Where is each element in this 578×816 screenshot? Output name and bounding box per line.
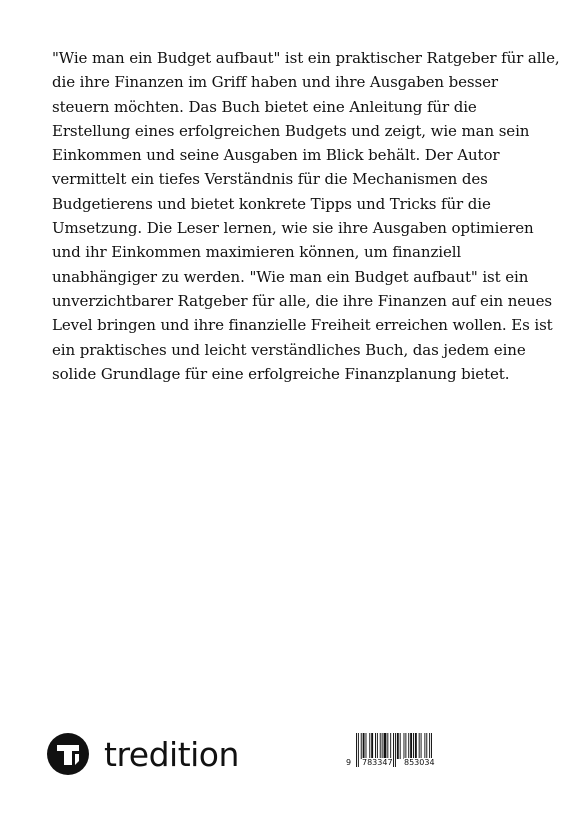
barcode-bar [419,733,420,759]
barcode-bar [371,733,373,759]
blurb-line: und ihr Einkommen maximieren können, um finanziell [52,243,462,262]
barcode-bar [421,733,422,759]
barcode-digits-right: 853034 [404,758,435,767]
barcode-bar [390,733,391,759]
barcode-bar [415,733,417,759]
blurb-line: Einkommen und seine Ausgaben im Blick behält. Der Autor [52,146,500,165]
barcode-bar [405,733,406,759]
blurb-line: Level bringen und ihre finanzielle Freiheit erreichen wollen. Es ist [52,316,553,335]
blurb-line: solide Grundlage für eine erfolgreiche Finanzplanung bietet. [52,364,510,383]
blurb-line: Erstellung eines erfolgreichen Budgets und zeigt, wie man sein [52,121,530,140]
barcode-bar [377,733,378,759]
publisher-name: tredition [104,734,239,774]
isbn-barcode [346,733,450,769]
barcode-bar [393,733,394,767]
barcode-bar [358,733,359,767]
barcode-bar [356,733,357,767]
blurb-line: unverzichtbarer Ratgeber für alle, die ihre Finanzen auf ein neues [52,291,552,310]
barcode-bar [400,733,401,759]
barcode-bar [404,733,405,759]
barcode-bar [429,733,430,759]
barcode-bar [363,733,365,759]
blurb-line: vermittelt ein tiefes Verständnis für die Mechanismen des [52,170,488,189]
barcode-bar [387,733,388,759]
barcode-bar [426,733,427,759]
blurb-line: ein praktisches und leicht verständliches Buch, das jedem eine [52,340,526,359]
blurb-line: Umsetzung. Die Leser lernen, wie sie ihre Ausgaben optimieren [52,219,534,238]
barcode-bar [424,733,425,759]
blurb-line: unabhängiger zu werden. "Wie man ein Budget aufbaut" ist ein [52,267,529,286]
publisher-logo [46,732,239,776]
barcode-bar [410,733,412,759]
barcode-bar [369,733,370,759]
barcode-bar [384,733,387,759]
barcode-bar [413,733,414,759]
barcode-bar [395,733,396,767]
barcode-digit-prefix: 9 [346,758,352,767]
barcode-bar [397,733,399,759]
blurb-line: "Wie man ein Budget aufbaut" ist ein praktischer Ratgeber für alle, [52,49,560,67]
back-cover-blurb [52,46,560,386]
tredition-t-icon [46,732,90,776]
blurb-line: die ihre Finanzen im Griff haben und ihre Ausgaben besser [52,73,498,92]
barcode-bar [380,733,381,759]
barcode-bar [361,733,362,759]
barcode-bar [382,733,383,759]
barcode-digits-left: 783347 [362,758,393,767]
barcode-bar [408,733,409,759]
blurb-line: steuern möchten. Das Buch bietet eine Anleitung für die [52,97,477,116]
barcode-bar [375,733,376,759]
blurb-line: Budgetierens und bietet konkrete Tipps und Tricks für die [52,194,491,213]
barcode-bar [366,733,367,759]
